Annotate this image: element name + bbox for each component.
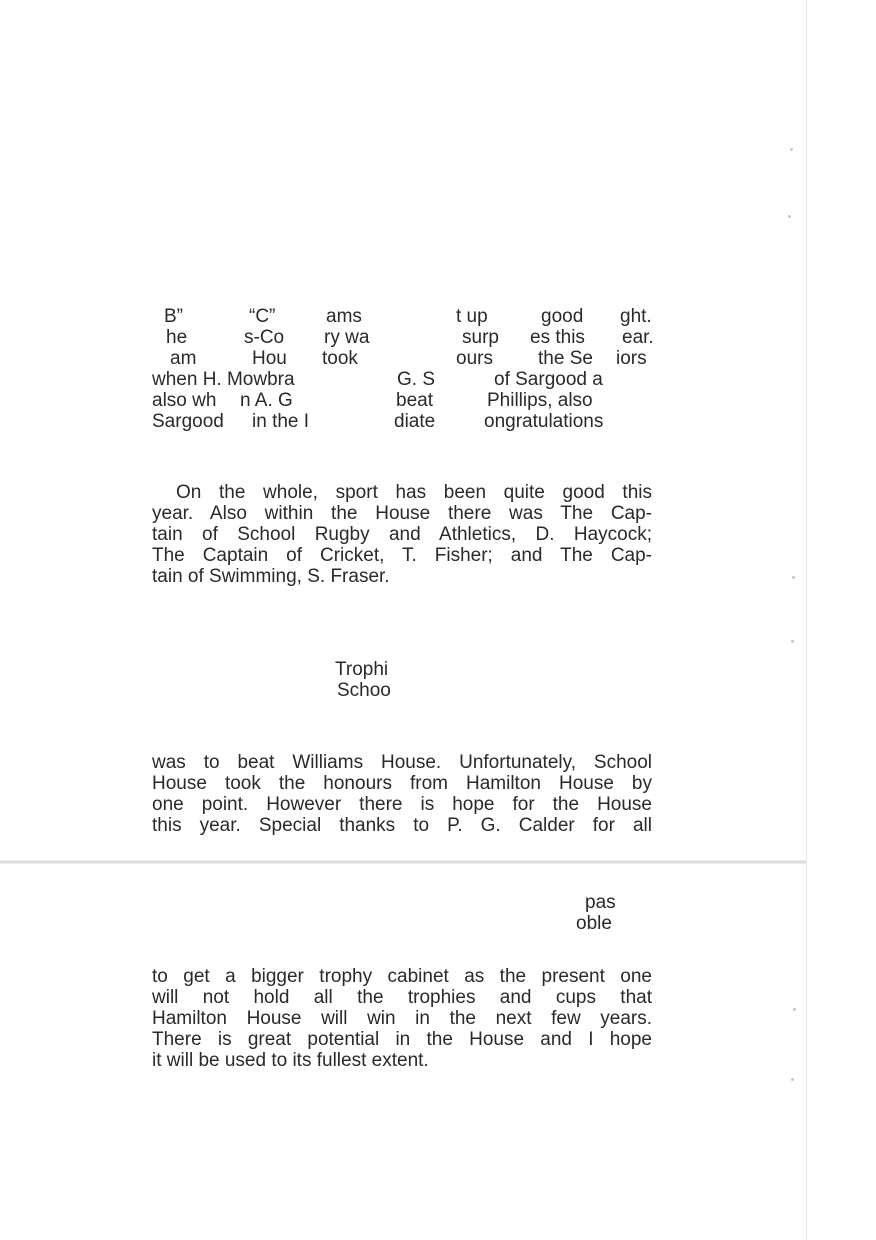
fragment: of Sargood a xyxy=(494,369,603,390)
fragment: n A. G xyxy=(240,390,293,411)
scan-speck xyxy=(790,148,793,151)
fragment-row xyxy=(152,411,672,432)
fragment: good xyxy=(541,306,584,327)
fragment: iors xyxy=(616,348,647,369)
text-line: will not hold all the trophies and cups that xyxy=(152,987,652,1008)
fragment: Schoo xyxy=(337,680,391,701)
fragment: Trophi xyxy=(335,659,389,680)
paragraph-trophy xyxy=(152,966,652,1071)
fragment: ours xyxy=(456,348,493,369)
fragment: G. S xyxy=(397,369,436,390)
text-line: one point. However there is hope for the House xyxy=(152,794,652,815)
fragment: am xyxy=(170,348,197,369)
text-line: The Captain of Cricket, T. Fisher; and The Cap- xyxy=(152,545,652,566)
page-fold xyxy=(0,860,806,864)
text-line: There is great potential in the House and I hope xyxy=(152,1029,652,1050)
scan-speck xyxy=(791,1078,794,1081)
text-line: this year. Special thanks to P. G. Calder for all xyxy=(152,815,652,836)
text-line: to get a bigger trophy cabinet as the present one xyxy=(152,966,652,987)
text-line: it will be used to its fullest extent. xyxy=(152,1050,429,1071)
fragment: Sargood xyxy=(152,411,224,432)
text-line: tain of Swimming, S. Fraser. xyxy=(152,566,390,587)
fragment-row xyxy=(152,327,672,348)
fragment: B” xyxy=(164,306,183,327)
fragment: Hou xyxy=(252,348,287,369)
fragment: ongratulations xyxy=(484,411,604,432)
page-edge xyxy=(806,0,807,1240)
fragment-row xyxy=(152,369,672,390)
fragment: in the I xyxy=(252,411,310,432)
fragment-row xyxy=(152,390,672,411)
fragment: the Se xyxy=(538,348,593,369)
text-line: On the whole, sport has been quite good this xyxy=(176,482,652,503)
fragment-row xyxy=(152,306,672,327)
fragment: ght. xyxy=(620,306,652,327)
fragment: when H. Mowbra xyxy=(152,369,295,390)
fragment: took xyxy=(322,348,358,369)
fragment: t up xyxy=(456,306,488,327)
paragraph-house xyxy=(152,752,652,836)
fragment: “C” xyxy=(249,306,276,327)
fragment: s-Co xyxy=(244,327,285,348)
fragment: ry wa xyxy=(324,327,370,348)
fragment: es this xyxy=(530,327,585,348)
fragment: surp xyxy=(462,327,499,348)
paragraph-sport xyxy=(152,482,652,587)
fragment: oble xyxy=(576,913,612,934)
fragment: ear. xyxy=(622,327,654,348)
scan-speck xyxy=(788,215,791,218)
fragment: diate xyxy=(394,411,436,432)
fragment: also wh xyxy=(152,390,217,411)
fragment: he xyxy=(166,327,188,348)
fragment: Phillips, also xyxy=(487,390,593,411)
scan-speck xyxy=(792,576,795,579)
text-line: tain of School Rugby and Athletics, D. Haycock; xyxy=(152,524,652,545)
fragment: beat xyxy=(396,390,433,411)
scan-speck xyxy=(793,1008,796,1011)
fragment: ams xyxy=(326,306,362,327)
fragment-row xyxy=(152,348,672,369)
scan-speck xyxy=(791,640,794,643)
text-line: year. Also within the House there was The Cap- xyxy=(152,503,652,524)
text-line: House took the honours from Hamilton House by xyxy=(152,773,652,794)
text-line: Hamilton House will win in the next few years. xyxy=(152,1008,652,1029)
fragment: pas xyxy=(585,892,616,913)
text-line: was to beat Williams House. Unfortunately, School xyxy=(152,752,652,773)
